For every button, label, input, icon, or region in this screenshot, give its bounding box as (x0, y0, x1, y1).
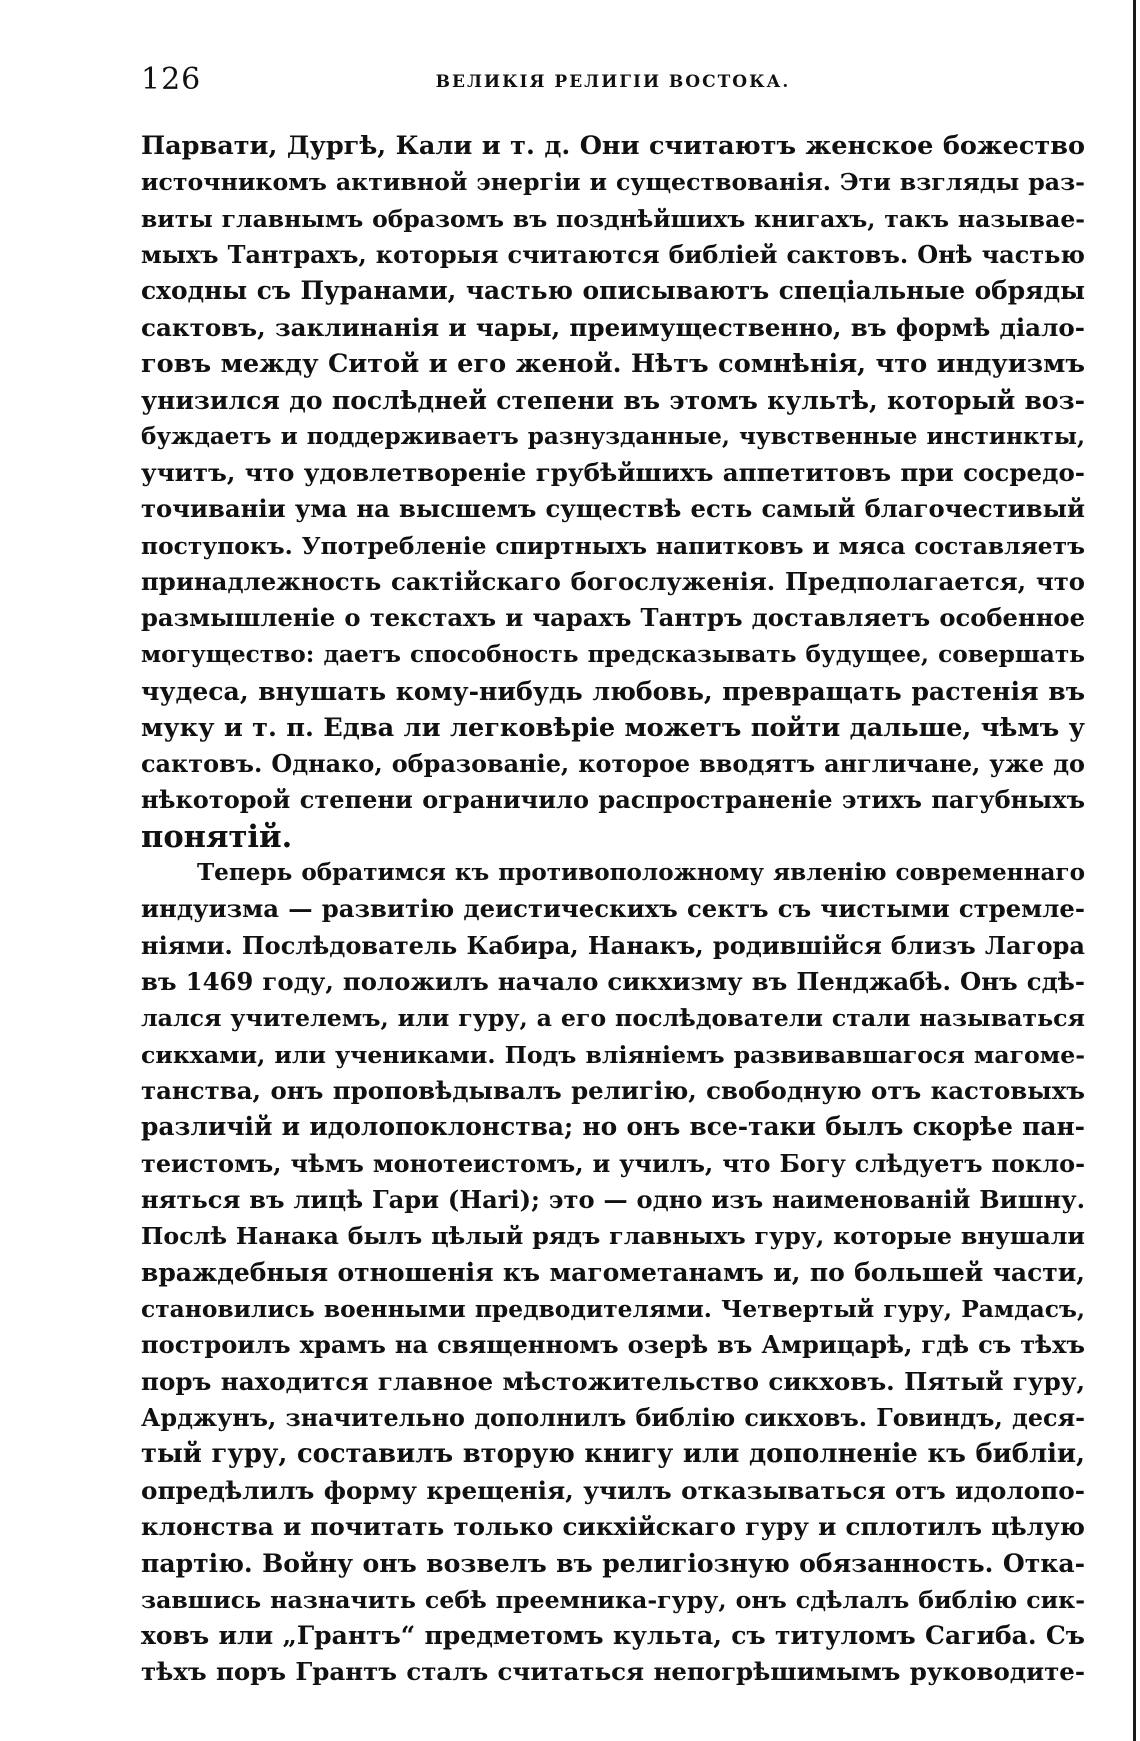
paragraph (141, 855, 1085, 1691)
text-line: построилъ храмъ на священномъ озерѣ въ Амрицарѣ, гдѣ съ тѣхъ (141, 1330, 1085, 1360)
text-line: тый гуру, составилъ вторую книгу или дополненіе къ библіи, (141, 1439, 1085, 1470)
page-number: 126 (141, 62, 202, 97)
text-line: точиваніи ума на высшемъ существѣ есть самый благочестивый (141, 494, 1085, 524)
text-line: чудеса, внушать кому-нибудь любовь, превращать растенія въ (141, 676, 1085, 707)
body-text (141, 128, 1085, 1691)
text-line: становились военными предводителями. Четвертый гуру, Рамдасъ, (141, 1295, 1085, 1323)
text-line: сходны съ Пуранами, частью описываютъ спеціальные обряды (141, 276, 1085, 306)
text-line: буждаетъ и поддерживаетъ разнузданные, чувственные инстинкты, (141, 422, 1085, 450)
text-line: танства, онъ проповѣдывалъ религію, свободную отъ кастовыхъ (141, 1075, 1085, 1105)
page-edge-rule (1133, 0, 1136, 1741)
text-line: партію. Войну онъ возвелъ въ религіозную обязанность. Отка- (141, 1548, 1085, 1579)
text-line: поръ находится главное мѣстожительство сикховъ. Пятый гуру, (141, 1366, 1085, 1396)
text-line: различій и идолопоклонства; но онъ все-таки былъ скорѣе пан- (141, 1112, 1085, 1142)
text-line: теистомъ, чѣмъ монотеистомъ, и училъ, что Богу слѣдуетъ покло- (141, 1149, 1085, 1178)
text-line: муку и т. п. Едва ли легковѣріе можетъ пойти дальше, чѣмъ у (141, 712, 1085, 743)
text-line: Арджунъ, значительно дополнилъ библію сикховъ. Говиндъ, деся- (141, 1404, 1085, 1433)
text-line: могущество: даетъ способность предсказывать будущее, совершать (141, 640, 1085, 668)
text-line: клонства и почитать только сикхійскаго гуру и сплотилъ цѣлую (141, 1512, 1085, 1542)
text-line: индуизма — развитію деистическихъ сектъ съ чистыми стремле- (141, 894, 1085, 924)
text-line: враждебныя отношенія къ магометанамъ и, по большей части, (141, 1257, 1085, 1287)
text-line: опредѣлилъ форму крещенія, училъ отказываться отъ идолопо- (141, 1475, 1085, 1505)
text-line: сактовъ, заклинанія и чары, преимущественно, въ формѣ діало- (141, 312, 1085, 342)
text-line: сикхами, или учениками. Подъ вліяніемъ развивавшагося магоме- (141, 1040, 1085, 1069)
text-line: ховъ или „Грантъ“ предметомъ культа, съ титуломъ Сагиба. Съ (141, 1621, 1085, 1651)
text-line: тѣхъ поръ Грантъ сталъ считаться непогрѣшимымъ руководите- (141, 1657, 1085, 1687)
text-line: понятій. (141, 818, 293, 855)
text-line: говъ между Ситой и его женой. Нѣтъ сомнѣнія, что индуизмъ (141, 349, 1085, 380)
text-line: принадлежность сактійскаго богослуженія. Предполагается, что (141, 567, 1085, 597)
paragraph (141, 128, 1085, 855)
text-line: сактовъ. Однако, образованіе, которое вводятъ англичане, уже до (141, 749, 1085, 778)
text-line: Теперь обратимся къ противоположному явленію современнаго (197, 858, 1085, 886)
text-line: виты главнымъ образомъ въ позднѣйшихъ книгахъ, такъ называе- (141, 204, 1085, 233)
text-line: Парвати, Дургѣ, Кали и т. д. Они считаютъ женское божество (141, 131, 1085, 161)
running-title: ВЕЛИКІЯ РЕЛИГІИ ВОСТОКА. (435, 72, 791, 92)
text-line: источникомъ активной энергіи и существованія. Эти взгляды раз- (141, 168, 1085, 197)
text-line: ніями. Послѣдователь Кабира, Нанакъ, родившійся близъ Лагора (141, 930, 1085, 960)
text-line: мыхъ Тантрахъ, которыя считаются библіей сактовъ. Онѣ частью (141, 240, 1085, 270)
text-line: нѣкоторой степени ограничило распространеніе этихъ пагубныхъ (141, 785, 1085, 815)
page-header (141, 62, 1085, 102)
text-line: унизился до послѣдней степени въ этомъ культѣ, который воз- (141, 385, 1085, 416)
text-line: лался учителемъ, или гуру, а его послѣдователи стали называться (141, 1004, 1085, 1033)
text-line: завшись назначить себѣ преемника-гуру, онъ сдѣлалъ библію сик- (141, 1585, 1085, 1614)
text-line: поступокъ. Употребленіе спиртныхъ напитковъ и мяса составляетъ (141, 531, 1085, 560)
text-line: учитъ, что удовлетвореніе грубѣйшихъ аппетитовъ при сосредо- (141, 458, 1085, 488)
text-line: Послѣ Нанака былъ цѣлый рядъ главныхъ гуру, которые внушали (141, 1222, 1085, 1251)
text-line: размышленіе о текстахъ и чарахъ Тантръ доставляетъ особенное (141, 603, 1085, 633)
text-line: няться въ лицѣ Гари (Hari); это — одно изъ наименованій Вишну. (141, 1184, 1085, 1214)
text-line: въ 1469 году, положилъ начало сикхизму въ Пенджабѣ. Онъ сдѣ- (141, 966, 1085, 996)
